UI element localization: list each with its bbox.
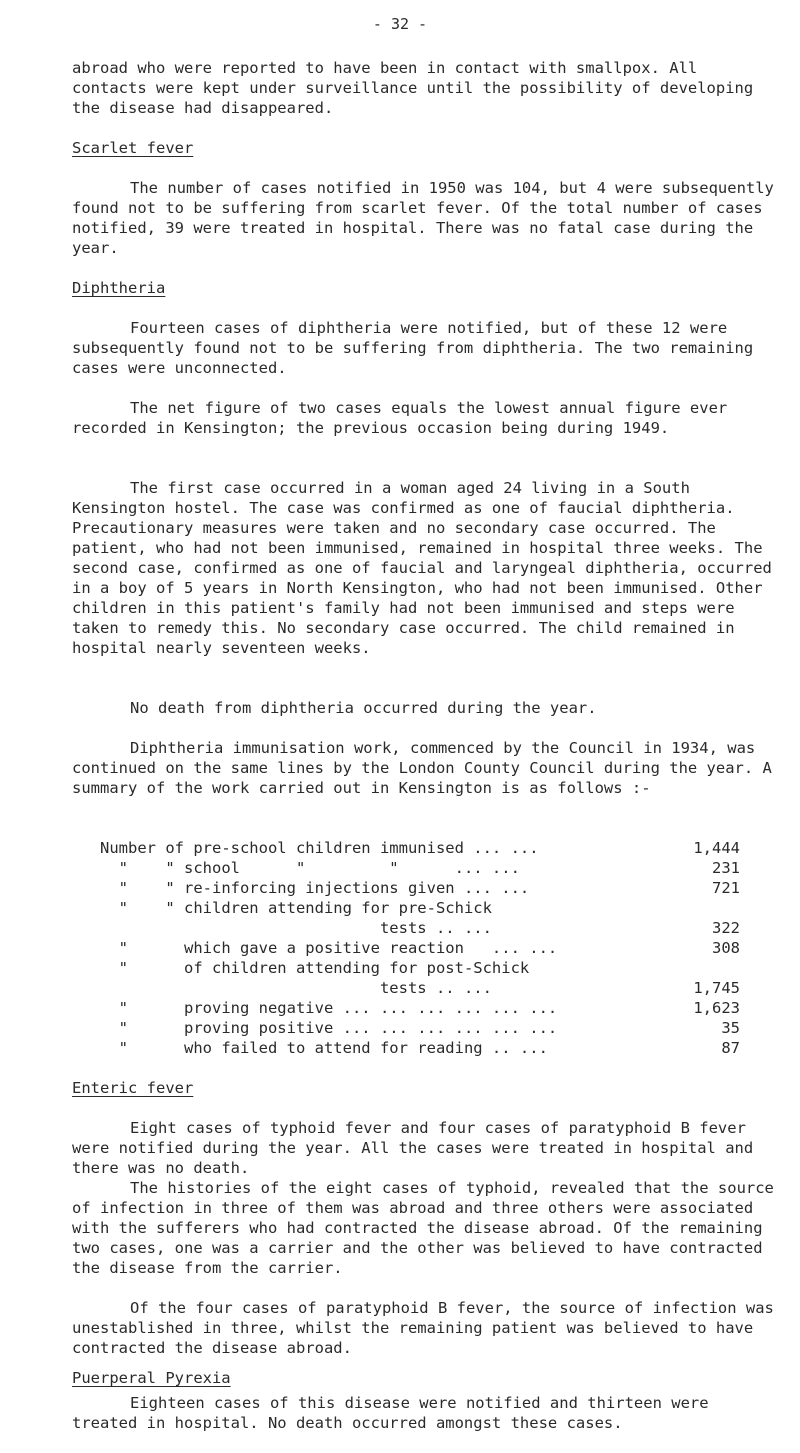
diphtheria-heading: Diphtheria	[72, 279, 166, 297]
table-row	[100, 1018, 740, 1038]
row-label: tests .. ...	[100, 919, 492, 937]
table-row	[100, 958, 740, 978]
row-value: 322	[712, 919, 740, 937]
table-row	[100, 1038, 740, 1058]
row-label: " " school " " ... ...	[100, 859, 520, 877]
table-row	[100, 838, 740, 858]
enteric-fever-heading: Enteric fever	[72, 1079, 194, 1097]
row-label: " " children attending for pre-Schick	[100, 899, 492, 917]
puerperal-pyrexia-heading: Puerperal Pyrexia	[72, 1369, 231, 1387]
row-value: 35	[721, 1019, 740, 1037]
row-label: " proving positive ... ... ... ... ... ...	[100, 1019, 558, 1037]
row-label: " which gave a positive reaction ... ...	[100, 939, 558, 957]
row-value: 1,444	[693, 839, 740, 857]
table-row	[100, 998, 740, 1018]
row-label: Number of pre-school children immunised ... ...	[100, 839, 539, 857]
table-row	[100, 878, 740, 898]
row-value: 1,745	[693, 979, 740, 997]
diphtheria-paragraph-1: Fourteen cases of diphtheria were notified, but of these 12 were subsequently found not to be suffering from diphtheria. The two remaining cases were unconnected.	[72, 319, 763, 377]
page-number: - 32 -	[372, 15, 428, 33]
row-value: 231	[712, 859, 740, 877]
scarlet-fever-heading: Scarlet fever	[72, 139, 194, 157]
table-row	[100, 918, 740, 938]
diphtheria-paragraph-2: The net figure of two cases equals the lowest annual figure ever recorded in Kensington; the previous occasion being during 1949.	[72, 399, 737, 437]
enteric-fever-paragraph-2: The histories of the eight cases of typhoid, revealed that the source of infection in three of them was abroad and three others were associated with the sufferers who had contracted the disease abroad. Of the remaining two cases, one was a carrier and the other was believed to have contracted the disease from the carrier.	[72, 1179, 784, 1277]
diphtheria-paragraph-4: No death from diphtheria occurred during the year.	[130, 699, 597, 717]
immunisation-summary-table	[100, 838, 740, 1058]
row-label: tests .. ...	[100, 979, 492, 997]
enteric-fever-paragraph-3: Of the four cases of paratyphoid B fever, the source of infection was unestablished in three, whilst the remaining patient was believed to have contracted the disease abroad.	[72, 1299, 784, 1357]
row-label: " who failed to attend for reading .. ...	[100, 1039, 548, 1057]
row-value: 721	[712, 879, 740, 897]
row-value: 308	[712, 939, 740, 957]
row-value: 87	[721, 1039, 740, 1057]
row-label: " proving negative ... ... ... ... ... ...	[100, 999, 558, 1017]
puerperal-pyrexia-paragraph: Eighteen cases of this disease were notified and thirteen were treated in hospital. No death occurred amongst these cases.	[72, 1394, 718, 1432]
table-row	[100, 898, 740, 918]
row-label: " of children attending for post-Schick	[100, 959, 530, 977]
table-row	[100, 978, 740, 998]
diphtheria-paragraph-3: The first case occurred in a woman aged 24 living in a South Kensington hostel. The case was confirmed as one of faucial diphtheria. Precautionary measures were taken and no secondary case occurred. The patient, who had not been immunised, remained in hospital three weeks. The second case, confirmed as one of faucial and laryngeal diphtheria, occurred in a boy of 5 years in North Kensington, who had not been immunised. Other children in this patient's family had not been immunised and steps were taken to remedy this. No secondary case occurred. The child remained in hospital nearly seventeen weeks.	[72, 479, 782, 657]
diphtheria-paragraph-5: Diphtheria immunisation work, commenced by the Council in 1934, was continued on the same lines by the London County Council during the year. A summary of the work carried out in Kensington is as follows :-	[72, 739, 782, 797]
row-value: 1,623	[693, 999, 740, 1017]
table-row	[100, 858, 740, 878]
intro-paragraph: abroad who were reported to have been in contact with smallpox. All contacts were kept under surveillance until the possibility of developing the disease had disappeared.	[72, 59, 763, 117]
table-row	[100, 938, 740, 958]
enteric-fever-paragraph-1: Eight cases of typhoid fever and four cases of paratyphoid B fever were notified during the year. All the cases were treated in hospital and there was no death.	[72, 1119, 763, 1177]
row-label: " " re-inforcing injections given ... ...	[100, 879, 530, 897]
scarlet-fever-paragraph: The number of cases notified in 1950 was 104, but 4 were subsequently found not to be suffering from scarlet fever. Of the total number of cases notified, 39 were treated in hospital. There was no fatal case during the year.	[72, 179, 784, 257]
